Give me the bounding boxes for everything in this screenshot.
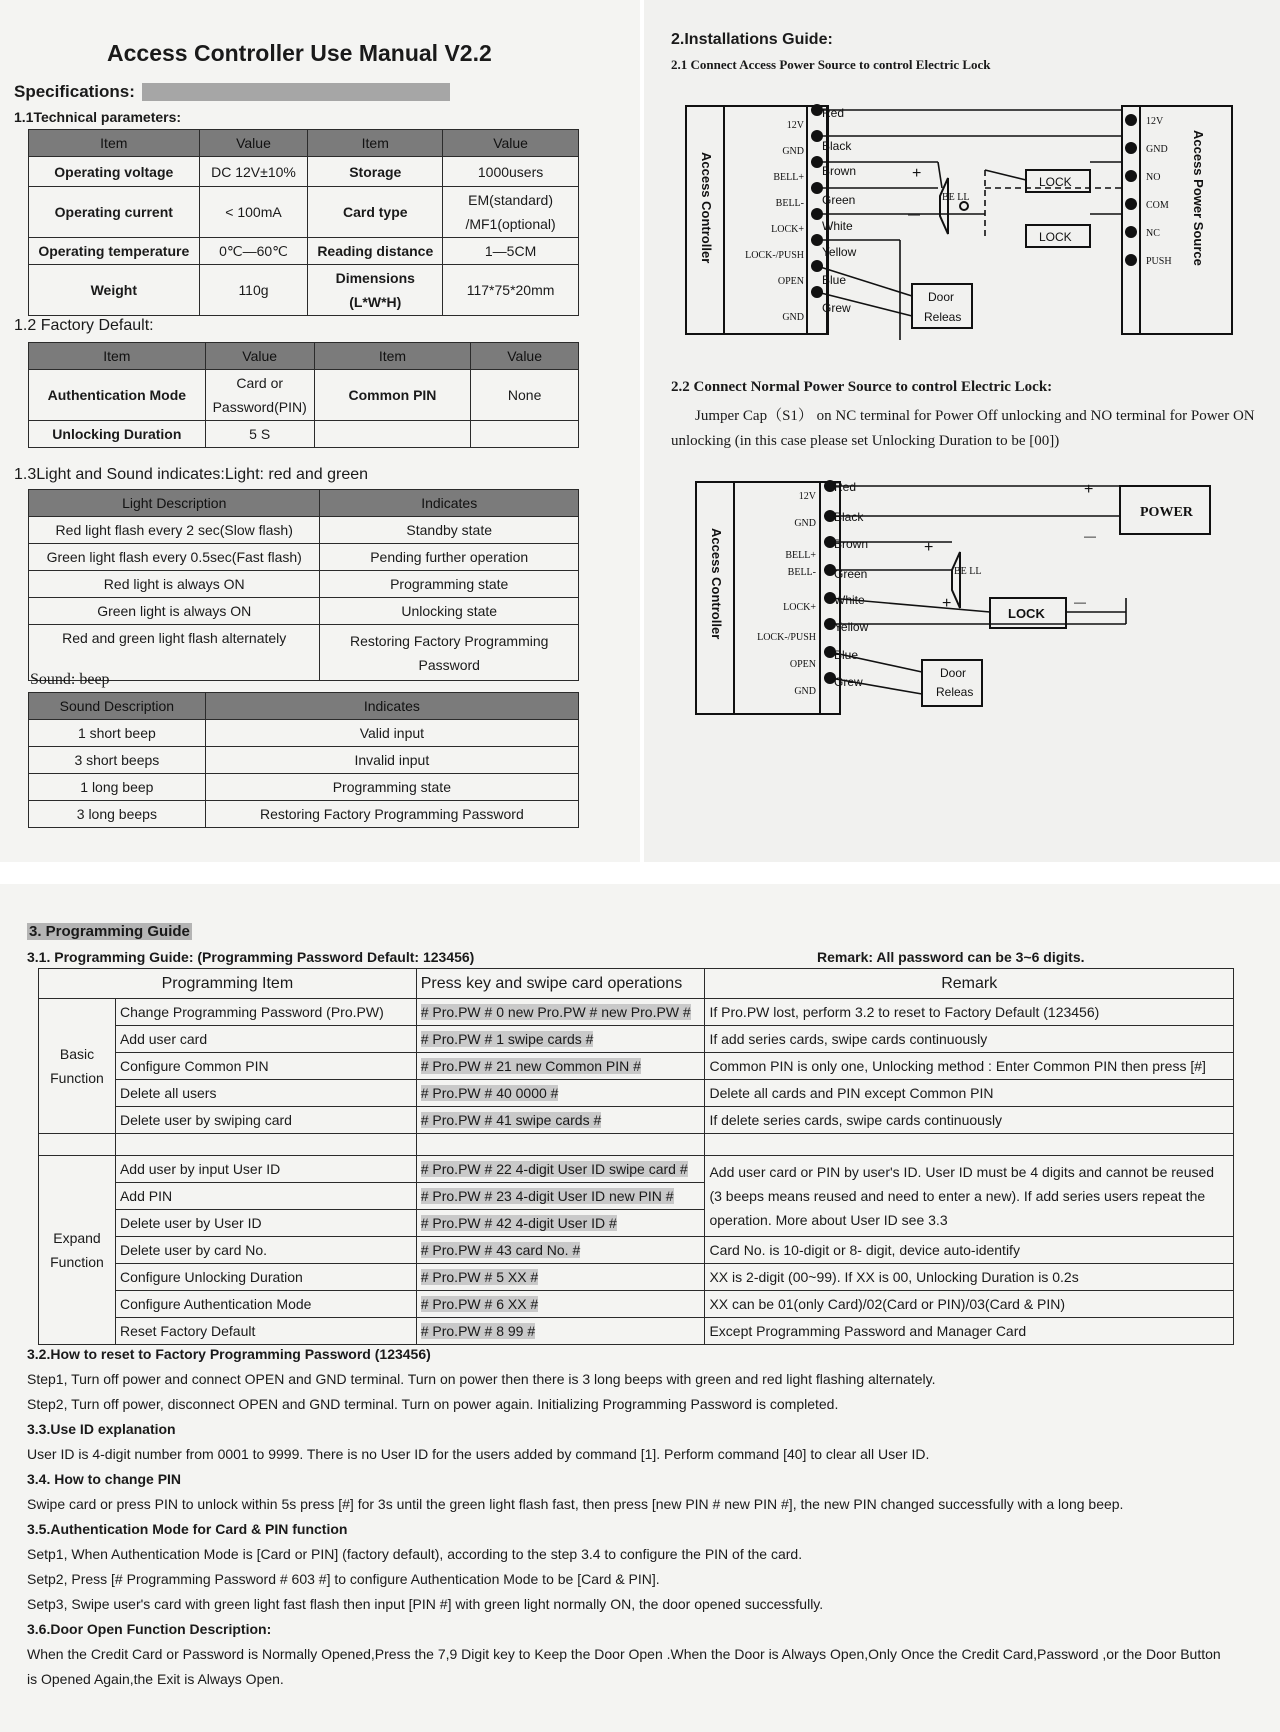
table-row <box>29 157 579 187</box>
table-row <box>29 747 579 774</box>
cell-line: EM(standard) <box>468 192 553 208</box>
notes-section <box>27 1342 1257 1692</box>
table-row <box>29 774 579 801</box>
note-heading: 3.3.Use ID explanation <box>27 1421 176 1437</box>
table-header-row <box>39 969 1234 999</box>
controller-label: Access Controller <box>699 152 714 264</box>
table-cell: Red light is always ON <box>29 571 320 598</box>
terminal-label: 12V <box>798 491 816 502</box>
table-row <box>29 370 579 421</box>
table-cell: Storage <box>308 157 443 187</box>
header-cell: Indicates <box>205 693 578 720</box>
controller-label: Access Controller <box>709 528 724 640</box>
wire-label: Grew <box>834 675 863 689</box>
group-cell <box>39 999 116 1134</box>
header-cell: Value <box>471 343 579 370</box>
power-source-label: Access Power Source <box>1191 130 1206 266</box>
wire-label: Red <box>822 106 845 120</box>
cell-line: /MF1(optional) <box>465 216 556 232</box>
remark-line: Add user card or PIN by user's ID. User ID must be 4 digits and cannot be reused <box>709 1164 1215 1180</box>
ps-terminal-dot <box>1125 226 1137 238</box>
door-release-label: Releas <box>924 310 962 324</box>
cell-line: (L*W*H) <box>349 294 402 310</box>
terminal-label: OPEN <box>777 276 804 287</box>
table-cell: Operating current <box>29 187 200 238</box>
lock-label: LOCK <box>1008 606 1045 621</box>
command-text: # Pro.PW # 21 new Common PIN # <box>420 1058 641 1074</box>
terminal-label: OPEN <box>789 659 816 670</box>
table-cell: Green light flash every 0.5sec(Fast flash) <box>29 544 320 571</box>
table-cell: Weight <box>29 265 200 316</box>
prog-heading: 3. Programming Guide <box>29 923 190 940</box>
terminal-label: GND <box>794 686 816 697</box>
table-cell: Configure Unlocking Duration <box>115 1264 416 1291</box>
table-cell: Programming state <box>320 571 579 598</box>
table-cell: Configure Common PIN <box>115 1053 416 1080</box>
table-cell: 1 long beep <box>29 774 206 801</box>
light-heading: 1.3Light and Sound indicates:Light: red and green <box>14 466 369 483</box>
group-label: Expand <box>53 1230 101 1246</box>
lock-label: LOCK <box>1039 230 1072 244</box>
spacer-cell <box>705 1134 1234 1156</box>
table-cell: Delete all cards and PIN except Common PIN <box>705 1080 1234 1107</box>
table-cell: 3 long beeps <box>29 801 206 828</box>
table-row <box>29 238 579 265</box>
header-cell: Programming Item <box>39 969 417 999</box>
plus-sign: + <box>924 539 934 556</box>
table-cell: Add user by input User ID <box>115 1156 416 1183</box>
table-cell: Green light is always ON <box>29 598 320 625</box>
terminal-label: LOCK-/PUSH <box>745 250 804 261</box>
command-text: # Pro.PW # 0 new Pro.PW # new Pro.PW # <box>420 1004 691 1020</box>
terminal-label: LOCK+ <box>783 602 816 613</box>
table-cell: Standby state <box>320 517 579 544</box>
plus-sign: + <box>912 165 922 182</box>
note-paragraph: Setp2, Press [# Programming Password # 603 #] to configure Authentication Mode to be [Card & PIN]. <box>27 1571 660 1587</box>
wire-label: Brown <box>822 164 857 178</box>
table-cell <box>308 265 443 316</box>
table-cell: Card No. is 10-digit or 8- digit, device auto-identify <box>705 1237 1234 1264</box>
ps-terminal-label: NC <box>1146 228 1160 239</box>
note-paragraph: Step2, Turn off power, disconnect OPEN and GND terminal. Turn on power again. Initializing Programming Password is completed. <box>27 1396 839 1412</box>
ps-terminal-label: GND <box>1146 144 1168 155</box>
header-cell: Sound Description <box>29 693 206 720</box>
lock-label: LOCK <box>1039 175 1072 189</box>
table-cell: Restoring Factory Programming Password <box>205 801 578 828</box>
note-heading: 3.6.Door Open Function Description: <box>27 1621 272 1637</box>
header-cell: Item <box>308 130 443 157</box>
ps-terminal-label: PUSH <box>1146 256 1172 267</box>
table-cell <box>314 421 471 448</box>
ps-terminal-dot <box>1125 170 1137 182</box>
ps-terminal-dot <box>1125 114 1137 126</box>
cell-line: Card or <box>236 375 284 391</box>
command-text: # Pro.PW # 43 card No. # <box>420 1242 581 1258</box>
table-cell: If delete series cards, swipe cards continuously <box>705 1107 1234 1134</box>
door-release-label: Releas <box>936 685 974 699</box>
table-cell: Common PIN is only one, Unlocking method : Enter Common PIN then press [#] <box>705 1053 1234 1080</box>
specifications-heading: Specifications: <box>14 82 135 101</box>
note-paragraph: is Opened Again,the Exit is Always Open. <box>27 1671 284 1687</box>
page-title: Access Controller Use Manual V2.2 <box>107 40 492 66</box>
table-cell: Operating voltage <box>29 157 200 187</box>
header-cell: Remark <box>705 969 1234 999</box>
wiring-diagram-2 <box>690 476 1250 720</box>
table-row <box>29 265 579 316</box>
table-cell: Invalid input <box>205 747 578 774</box>
terminal-label: GND <box>794 518 816 529</box>
spacer-cell <box>39 1134 116 1156</box>
note-paragraph: User ID is 4-digit number from 0001 to 9999. There is no User ID for the users added by command [1]. Perform command [40] to clear all User ID. <box>27 1446 930 1462</box>
table-cell: 1—5CM <box>443 238 579 265</box>
terminal-dot <box>811 286 823 298</box>
table-row <box>39 1053 1234 1080</box>
table-row <box>39 1318 1234 1345</box>
factory-heading: 1.2 Factory Default: <box>14 317 154 334</box>
table-cell: If add series cards, swipe cards continuously <box>705 1026 1234 1053</box>
table-cell: Red and green light flash alternately <box>29 625 320 681</box>
header-cell: Item <box>314 343 471 370</box>
wire-label: Brown <box>834 537 869 551</box>
group-label: Basic <box>59 1046 95 1062</box>
command-text: # Pro.PW # 40 0000 # <box>420 1085 559 1101</box>
wire-label: Blue <box>822 273 847 287</box>
wire-label: Black <box>834 510 864 524</box>
group-label: Function <box>50 1070 104 1086</box>
table-cell: Common PIN <box>314 370 471 421</box>
remark-line: operation. More about User ID see 3.3 <box>709 1212 948 1228</box>
table-row <box>29 517 579 544</box>
header-cell: Item <box>29 130 200 157</box>
wire-label: White <box>822 219 853 233</box>
gray-bar <box>142 83 450 101</box>
table-cell: Unlocking state <box>320 598 579 625</box>
cell-line: Restoring Factory Programming <box>350 632 549 649</box>
bell-symbol <box>952 552 960 608</box>
table-cell: 5 S <box>205 421 314 448</box>
table-cell: XX can be 01(only Card)/02(Card or PIN)/03(Card & PIN) <box>705 1291 1234 1318</box>
table-header-row <box>29 490 579 517</box>
header-cell: Value <box>443 130 579 157</box>
table-cell: 110g <box>199 265 308 316</box>
terminal-label: BELL- <box>787 567 816 578</box>
cell-line: Dimensions <box>335 270 415 286</box>
table-cell: Delete user by swiping card <box>115 1107 416 1134</box>
table-cell: 117*75*20mm <box>443 265 579 316</box>
table-cell <box>416 1026 705 1053</box>
table-header-row <box>29 343 579 370</box>
spacer-cell <box>115 1134 416 1156</box>
table-row <box>29 187 579 238</box>
spacer-cell <box>416 1134 705 1156</box>
table-row <box>29 421 579 448</box>
terminal-label: LOCK+ <box>771 224 804 235</box>
bell-label: BE LL <box>954 566 982 577</box>
table-row <box>29 598 579 625</box>
table-row <box>29 720 579 747</box>
table-cell: Delete all users <box>115 1080 416 1107</box>
table-cell <box>320 625 579 681</box>
wire-label: Blue <box>834 648 859 662</box>
table-cell: XX is 2-digit (00~99). If XX is 00, Unlocking Duration is 0.2s <box>705 1264 1234 1291</box>
sound-table <box>28 692 579 828</box>
tech-heading: 1.1Technical parameters: <box>14 109 182 125</box>
note-heading: 3.5.Authentication Mode for Card & PIN function <box>27 1521 348 1537</box>
table-cell <box>471 421 579 448</box>
wire-label: Green <box>834 567 868 581</box>
plus-sign: + <box>1084 481 1094 498</box>
terminal-label: 12V <box>786 120 804 131</box>
table-row <box>29 801 579 828</box>
remark-line: (3 beeps means reused and need to enter a new). If add series users repeat the <box>709 1188 1206 1204</box>
ps-terminal-label: NO <box>1146 172 1161 183</box>
terminal-dot <box>811 260 823 272</box>
table-cell: Add PIN <box>115 1183 416 1210</box>
terminal-label: BELL+ <box>785 550 816 561</box>
bell-dot <box>960 202 968 210</box>
power-terminal-block <box>1122 106 1140 334</box>
install-sub1: 2.1 Connect Access Power Source to control Electric Lock <box>671 57 991 72</box>
header-cell: Value <box>205 343 314 370</box>
table-row <box>39 1264 1234 1291</box>
bell-label: BE LL <box>942 192 970 203</box>
command-text: # Pro.PW # 22 4-digit User ID swipe card # <box>420 1161 688 1177</box>
table-cell <box>443 187 579 238</box>
header-cell: Light Description <box>29 490 320 517</box>
table-cell: 1 short beep <box>29 720 206 747</box>
prog-remark: Remark: All password can be 3~6 digits. <box>817 949 1085 965</box>
minus-sign: — <box>1074 595 1086 609</box>
table-cell <box>416 1156 705 1183</box>
terminal-label: BELL- <box>775 198 804 209</box>
ps-terminal-label: COM <box>1146 200 1169 211</box>
install-heading: 2.Installations Guide: <box>671 31 833 48</box>
table-row <box>29 625 579 681</box>
ps-terminal-label: 12V <box>1146 116 1164 127</box>
table-row <box>39 1291 1234 1318</box>
ps-terminal-dot <box>1125 254 1137 266</box>
note-paragraph: When the Credit Card or Password is Normally Opened,Press the 7,9 Digit key to Keep the Door Open .When the Door is Always Open,Only Once the Credit Card,Password ,or the Door Button <box>27 1646 1221 1662</box>
table-cell: DC 12V±10% <box>199 157 308 187</box>
table-cell: 1000users <box>443 157 579 187</box>
table-cell: Reading distance <box>308 238 443 265</box>
door-release-label: Door <box>940 666 967 680</box>
table-row <box>29 571 579 598</box>
note-paragraph: Swipe card or press PIN to unlock within 5s press [#] for 3s until the green light flash fast, then press [new PIN # new PIN #], the new PIN changed successfully with a long beep. <box>27 1496 1124 1512</box>
table-header-row <box>29 693 579 720</box>
command-text: # Pro.PW # 8 99 # <box>420 1323 536 1339</box>
table-row <box>39 1156 1234 1183</box>
table-cell: Delete user by User ID <box>115 1210 416 1237</box>
table-header-row <box>29 130 579 157</box>
power-label: POWER <box>1140 505 1193 520</box>
wire-label: Red <box>834 480 857 494</box>
terminal-label: LOCK-/PUSH <box>757 632 816 643</box>
ps-terminal-dot <box>1125 142 1137 154</box>
command-text: # Pro.PW # 41 swipe cards # <box>420 1112 602 1128</box>
table-cell <box>416 1183 705 1210</box>
command-text: # Pro.PW # 6 XX # <box>420 1296 539 1312</box>
header-cell: Item <box>29 343 206 370</box>
table-cell <box>416 1053 705 1080</box>
table-cell <box>416 1318 705 1345</box>
programming-table <box>38 968 1234 1345</box>
terminal-label: GND <box>782 312 804 323</box>
factory-table <box>28 342 579 448</box>
table-cell: < 100mA <box>199 187 308 238</box>
power-source-box <box>1122 106 1232 334</box>
group-cell <box>39 1156 116 1345</box>
minus-sign: — <box>1084 529 1096 543</box>
spacer-row <box>39 1134 1234 1156</box>
table-cell <box>416 1237 705 1264</box>
tech-table <box>28 129 579 316</box>
sound-heading: Sound: beep <box>30 671 110 688</box>
terminal-label: BELL+ <box>773 172 804 183</box>
install-sub2: 2.2 Connect Normal Power Source to control Electric Lock: <box>671 379 1053 395</box>
table-cell: Reset Factory Default <box>115 1318 416 1345</box>
table-row <box>39 1107 1234 1134</box>
table-cell: 0℃—60℃ <box>199 238 308 265</box>
wire-label: Yellow <box>834 620 869 634</box>
header-cell: Press key and swipe card operations <box>416 969 705 999</box>
table-cell <box>416 1107 705 1134</box>
note-paragraph: Step1, Turn off power and connect OPEN and GND terminal. Turn on power then there is 3 long beeps with green and red light flashing alternately. <box>27 1371 936 1387</box>
header-cell: Indicates <box>320 490 579 517</box>
wire-label: Yellow <box>822 245 857 259</box>
table-cell: Change Programming Password (Pro.PW) <box>115 999 416 1026</box>
wiring-diagram-1 <box>680 100 1240 340</box>
cell-line: Password <box>418 656 480 673</box>
note-paragraph: Setp1, When Authentication Mode is [Card or PIN] (factory default), according to the step 3.4 to configure the PIN of the card. <box>27 1546 803 1562</box>
command-text: # Pro.PW # 5 XX # <box>420 1269 539 1285</box>
table-cell: Configure Authentication Mode <box>115 1291 416 1318</box>
controller-inner <box>724 106 828 334</box>
wire-label: Green <box>822 193 856 207</box>
table-cell: Operating temperature <box>29 238 200 265</box>
table-cell: None <box>471 370 579 421</box>
table-row <box>29 544 579 571</box>
table-cell <box>416 1080 705 1107</box>
wire-label: Black <box>822 139 852 153</box>
table-cell <box>416 1291 705 1318</box>
command-text: # Pro.PW # 1 swipe cards # <box>420 1031 594 1047</box>
wire-label: Grew <box>822 301 851 315</box>
terminal-label: GND <box>782 146 804 157</box>
group-label: Function <box>50 1254 104 1270</box>
wire-label: White <box>834 593 865 607</box>
table-cell: Authentication Mode <box>29 370 206 421</box>
plus-sign: + <box>942 595 952 612</box>
table-cell <box>205 370 314 421</box>
cell-line: Password(PIN) <box>212 399 307 415</box>
table-cell: 3 short beeps <box>29 747 206 774</box>
table-cell: Unlocking Duration <box>29 421 206 448</box>
table-cell: Programming state <box>205 774 578 801</box>
note-paragraph: Setp3, Swipe user's card with green light fast flash then input [PIN #] with green light normally ON, the door opened successfully. <box>27 1596 824 1612</box>
table-row <box>39 1026 1234 1053</box>
wire-brown-bell <box>938 162 942 188</box>
door-release-label: Door <box>928 290 955 304</box>
table-cell <box>416 1264 705 1291</box>
table-cell: Valid input <box>205 720 578 747</box>
note-heading: 3.4. How to change PIN <box>27 1471 182 1487</box>
light-table <box>28 489 579 681</box>
table-cell: Delete user by card No. <box>115 1237 416 1264</box>
wire-lock-link <box>985 170 1026 180</box>
table-cell <box>705 1156 1234 1237</box>
header-cell: Value <box>199 130 308 157</box>
table-row <box>39 1237 1234 1264</box>
table-cell: If Pro.PW lost, perform 3.2 to reset to Factory Default (123456) <box>705 999 1234 1026</box>
note-heading: 3.2.How to reset to Factory Programming Password (123456) <box>27 1346 431 1362</box>
table-cell: Card type <box>308 187 443 238</box>
install-paragraph: Jumper Cap（S1） on NC terminal for Power Off unlocking and NO terminal for Power ON unlocking (in this case please set Unlocking Duration to be [00]) <box>671 408 1255 449</box>
table-row <box>39 1080 1234 1107</box>
minus-sign: — <box>908 207 920 221</box>
prog-sub: 3.1. Programming Guide: (Programming Password Default: 123456) <box>27 949 475 965</box>
table-cell: Red light flash every 2 sec(Slow flash) <box>29 517 320 544</box>
command-text: # Pro.PW # 42 4-digit User ID # <box>420 1215 617 1231</box>
ps-terminal-dot <box>1125 198 1137 210</box>
table-cell: Except Programming Password and Manager Card <box>705 1318 1234 1345</box>
table-cell <box>416 999 705 1026</box>
table-cell: Pending further operation <box>320 544 579 571</box>
table-cell <box>416 1210 705 1237</box>
command-text: # Pro.PW # 23 4-digit User ID new PIN # <box>420 1188 674 1204</box>
table-row <box>39 999 1234 1026</box>
table-cell: Add user card <box>115 1026 416 1053</box>
